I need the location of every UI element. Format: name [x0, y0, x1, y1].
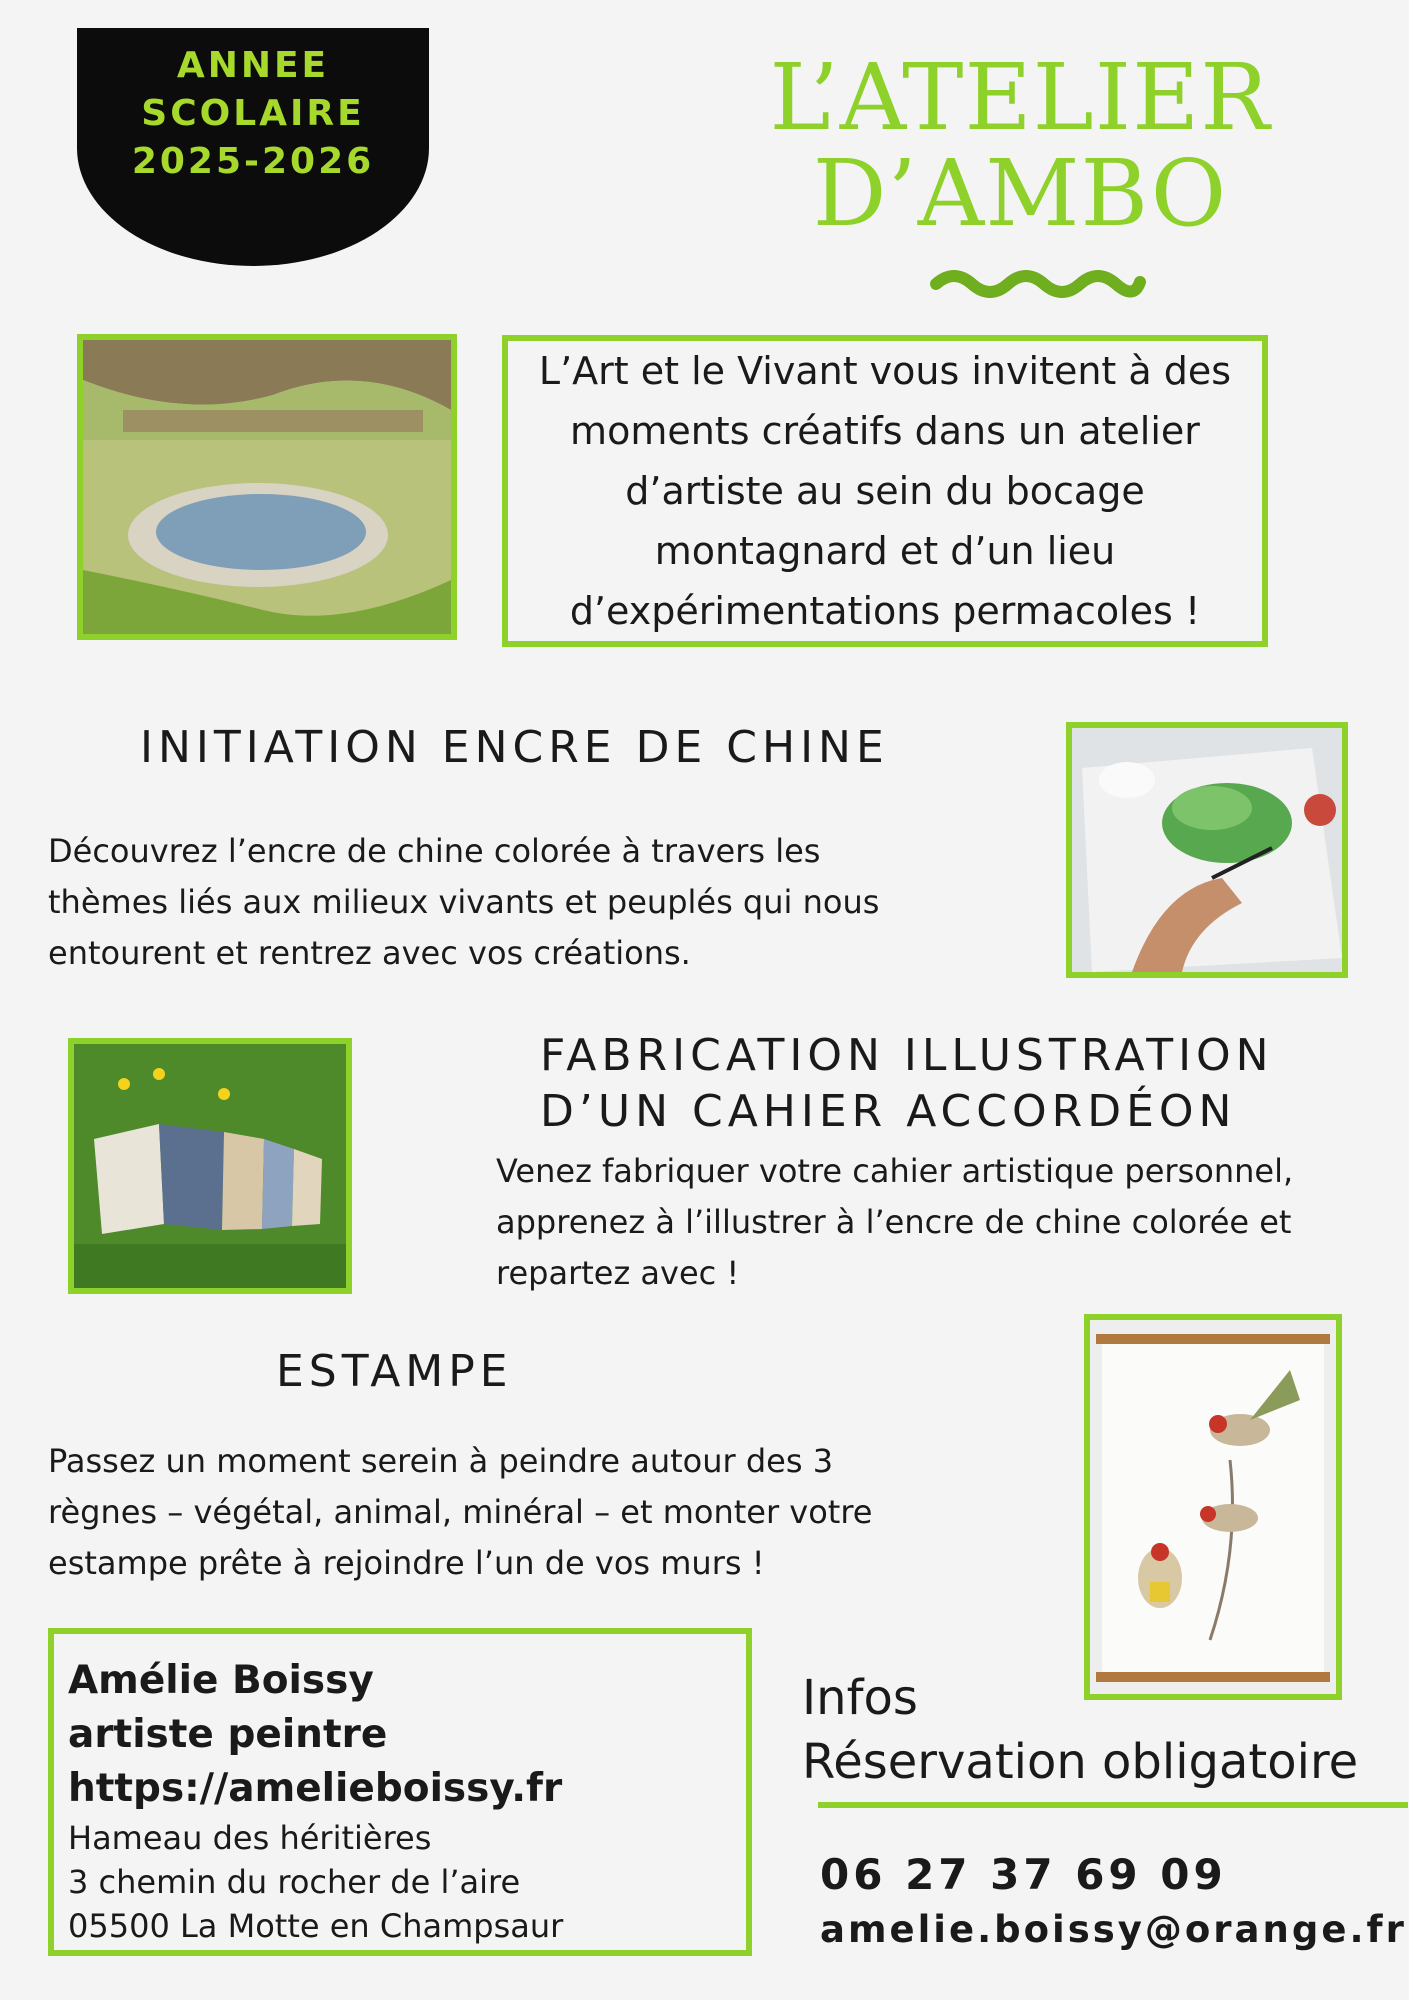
badge-line-1: ANNEE: [176, 45, 330, 86]
address-line-3: 05500 La Motte en Champsaur: [68, 1907, 564, 1945]
artist-name: Amélie Boissy: [68, 1658, 374, 1703]
page-title: [720, 44, 1320, 247]
section-text-print: Passez un moment serein à peindre autour des 3 règnes – végétal, animal, minéral – et monter votre estampe prête à rejoindre l’un de vos murs !: [48, 1442, 873, 1582]
intro-text-box: [502, 335, 1268, 647]
email-address[interactable]: amelie.boissy@orange.fr: [820, 1908, 1407, 1951]
phone-number[interactable]: 06 27 37 69 09: [820, 1850, 1227, 1899]
goldfinch-print-photo: [1084, 1314, 1342, 1700]
title-line-1: L’ATELIER: [769, 44, 1271, 151]
website-link[interactable]: https://amelieboissy.fr: [68, 1766, 563, 1811]
reservation-note: Réservation obligatoire: [802, 1734, 1359, 1790]
heading-accordion-line-2: D’UN CAHIER ACCORDÉON: [540, 1086, 1237, 1137]
address-line-2: 3 chemin du rocher de l’aire: [68, 1863, 521, 1901]
badge-line-3: 2025-2026: [131, 141, 375, 182]
ink-painting-photo: [1066, 722, 1348, 978]
pond-photo: [77, 334, 457, 640]
section-text-ink: Découvrez l’encre de chine colorée à travers les thèmes liés aux milieux vivants et peuplés qui nous entourent et rentrez avec vos créations.: [48, 832, 880, 972]
accordion-notebook-photo: [68, 1038, 352, 1294]
address-line-1: Hameau des héritières: [68, 1819, 432, 1857]
infos-label: Infos: [802, 1670, 918, 1726]
infos-block: [802, 1666, 1358, 1794]
section-heading-accordion: [540, 1028, 1274, 1140]
contact-box: [48, 1628, 752, 1956]
artist-role: artiste peintre: [68, 1712, 388, 1757]
divider-line: [818, 1802, 1408, 1808]
badge-line-2: SCOLAIRE: [141, 93, 365, 134]
intro-text: L’Art et le Vivant vous invitent à des moments créatifs dans un atelier d’artiste au sein du bocage montagnard et d’un lieu d’expérimentations permacoles !: [538, 349, 1232, 633]
wave-decoration-icon: [930, 264, 1146, 304]
section-heading-ink: INITIATION ENCRE DE CHINE: [140, 722, 889, 773]
heading-accordion-line-1: FABRICATION ILLUSTRATION: [540, 1030, 1274, 1081]
section-text-accordion: Venez fabriquer votre cahier artistique personnel, apprenez à l’illustrer à l’encre de chine colorée et repartez avec !: [496, 1152, 1294, 1292]
section-heading-print: ESTAMPE: [276, 1346, 513, 1397]
school-year-badge: [77, 28, 429, 266]
title-line-2: D’AMBO: [812, 140, 1228, 247]
